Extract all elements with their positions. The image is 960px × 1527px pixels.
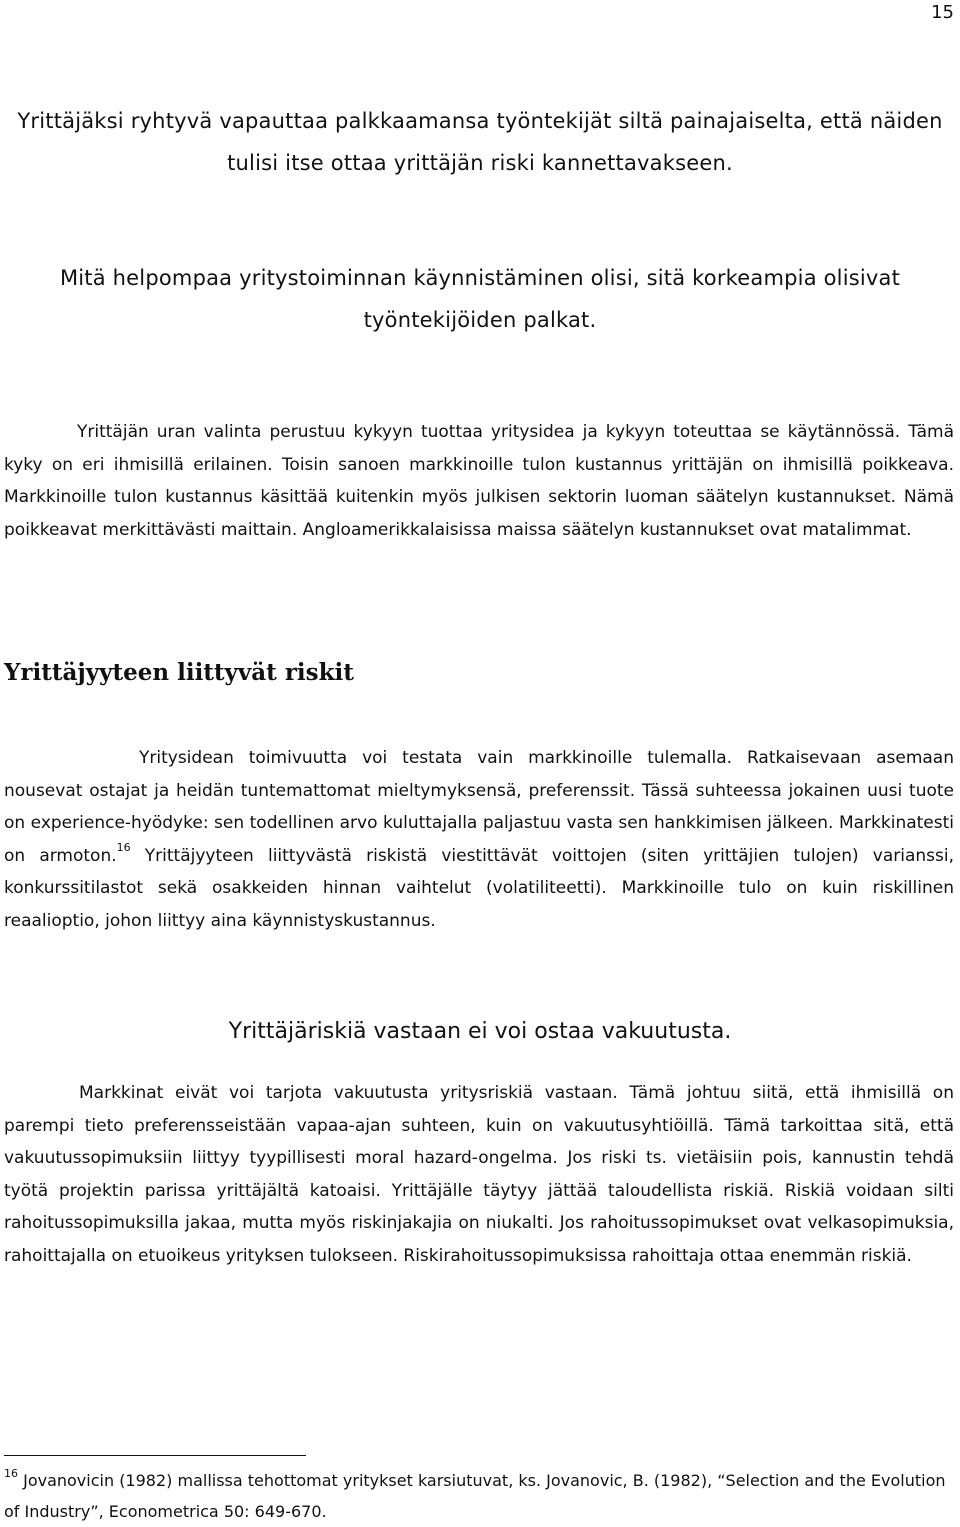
footnote-reference: 16	[116, 840, 131, 854]
section-2-text-part-2: Yrittäjyyteen liittyvästä riskistä viestittävät voittojen (siten yrittäjien tulojen) varianssi, konkurssitilastot sekä osakkeiden hinnan vaihtelut (volatiliteetti). Markkinoille tulo on kuin riskillinen reaalioptio, johon liittyy aina käynnistyskustannus.	[4, 845, 954, 931]
footnote-number: 16	[4, 1467, 18, 1480]
footnote-rule	[4, 1455, 306, 1456]
intro-paragraph-1: Yrittäjäksi ryhtyvä vapauttaa palkkaamansa työntekijät siltä painajaiselta, että näiden tulisi itse ottaa yrittäjän riski kannettavakseen.	[17, 109, 943, 175]
intro-paragraph-2: Mitä helpompaa yritystoiminnan käynnistäminen olisi, sitä korkeampia olisivat työntekijöiden palkat.	[59, 266, 901, 332]
page-number: 15	[931, 2, 954, 23]
section-3-paragraph: Markkinat eivät voi tarjota vakuutusta yritysriskiä vastaan. Tämä johtuu siitä, että ihmisillä on parempi tieto preferensseistään vapaa-ajan suhteen, kuin on vakuutusyhtiöillä. Tämä tarkoittaa sitä, että vakuutussopimuksiin liittyy tyypillisesti moral hazard-ongelma. Jos riski ts. vietäisiin pois, kannustin tehdä työtä projektin parissa yrittäjältä katoaisi. Yrittäjälle täytyy jättää taloudellista riskiä. Riskiä voidaan silti rahoitussopimuksilla jakaa, mutta myös riskinjakajia on niukalti. Jos rahoitussopimukset ovat velkasopimuksia, rahoittajalla on etuoikeus yrityksen tulokseen. Riskirahoitussopimuksissa rahoittaja ottaa enemmän riskiä.	[4, 1083, 954, 1266]
section-2-text-part-1: Yritysidean toimivuutta voi testata vain markkinoille tulemalla. Ratkaisevaan asemaan nousevat ostajat ja heidän tuntemattomat mieltymyksensä, preferenssit. Tässä suhteessa jokainen uusi tuote on experience-hyödyke: sen todellinen arvo kuluttajalla paljastuu vasta sen hankkimisen jälkeen. Markkinatesti on armoton.	[4, 748, 954, 866]
footnote-text: Jovanovicin (1982) mallissa tehottomat yritykset karsiutuvat, ks. Jovanovic, B. (1982), “Selection and the Evolution of Industry”, Econometrica 50: 649-670.	[4, 1471, 946, 1521]
footnote	[4, 1465, 954, 1527]
section-2-paragraph	[4, 742, 954, 937]
section-subheading: Yrittäjäriskiä vastaan ei voi ostaa vakuutusta.	[228, 1019, 732, 1044]
section-1-paragraph: Yrittäjän uran valinta perustuu kykyyn tuottaa yritysidea ja kykyyn toteuttaa se käytännössä. Tämä kyky on eri ihmisillä erilainen. Toisin sanoen markkinoille tulon kustannus yrittäjän on ihmisillä poikkeava. Markkinoille tulon kustannus käsittää kuitenkin myös julkisen sektorin luoman säätelyn kustannukset. Nämä poikkeavat merkittävästi maittain. Angloamerikkalaisissa maissa säätelyn kustannukset ovat matalimmat.	[4, 422, 954, 540]
section-heading: Yrittäjyyteen liittyvät riskit	[4, 659, 354, 686]
